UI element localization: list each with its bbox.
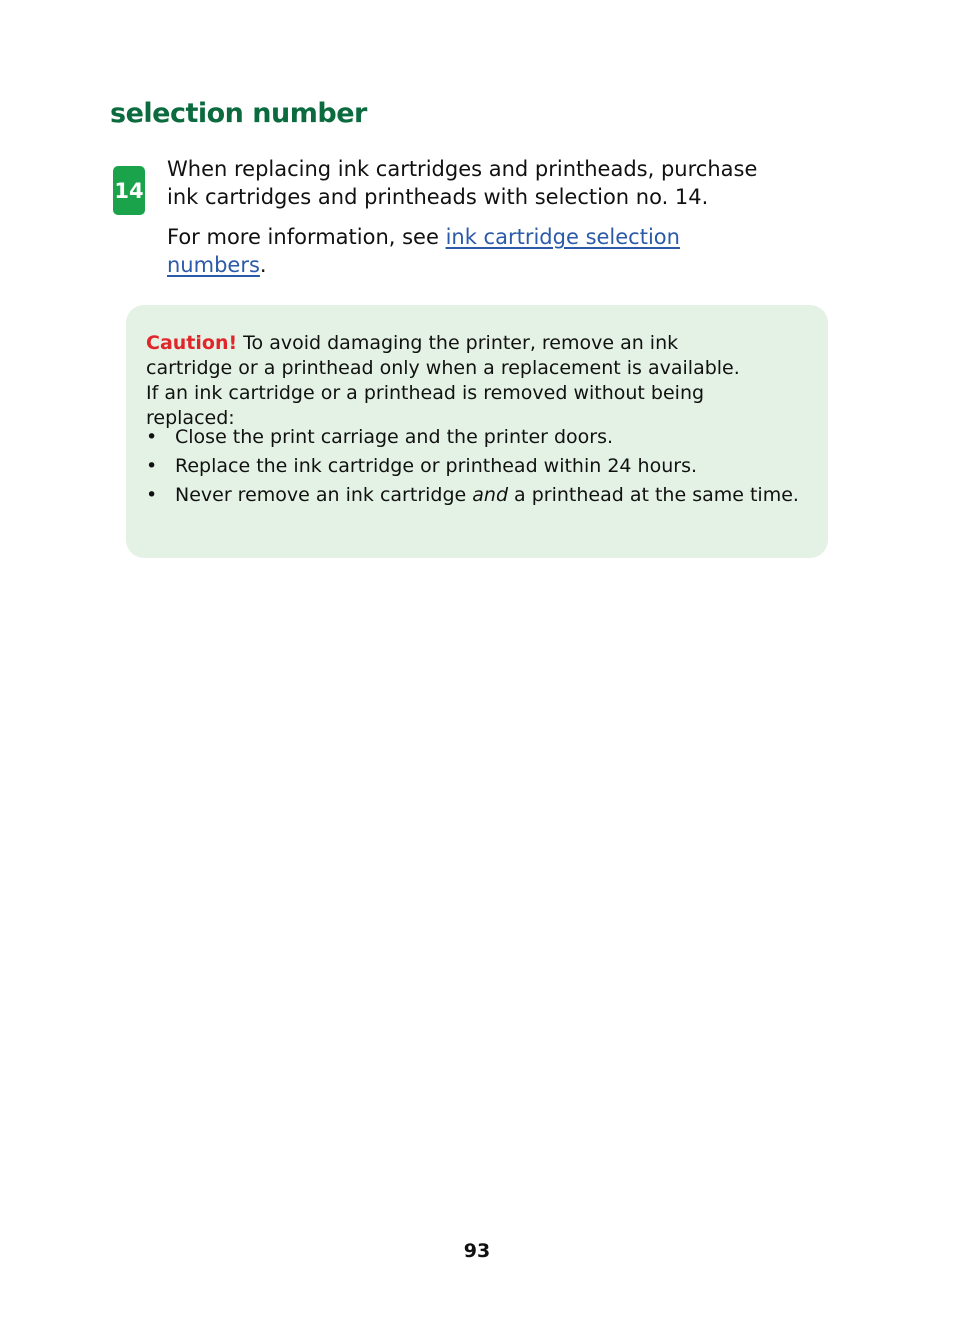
caution-box <box>126 305 828 558</box>
list-item-emphasis: and <box>472 484 509 506</box>
page-number: 93 <box>463 1240 491 1262</box>
bullet-icon: • <box>146 484 158 506</box>
section-heading: selection number <box>110 98 367 129</box>
bullet-icon: • <box>146 426 158 448</box>
caution-label: Caution! <box>146 332 238 354</box>
list-item <box>146 423 799 452</box>
more-info-paragraph <box>167 223 777 279</box>
list-item <box>146 452 799 481</box>
selection-numbers-link[interactable]: ink cartridge selection numbers <box>167 225 680 277</box>
more-info-prefix: For more information, see <box>167 225 446 249</box>
list-item-text: Never remove an ink cartridge <box>175 484 473 506</box>
list-item-text: Close the print carriage and the printer doors. <box>175 426 614 448</box>
list-item-text: Replace the ink cartridge or printhead within 24 hours. <box>175 455 698 477</box>
replacement-instruction: When replacing ink cartridges and printheads, purchase ink cartridges and printheads with selection no. 14. <box>167 157 758 209</box>
bullet-icon: • <box>146 455 158 477</box>
caution-list <box>146 423 799 510</box>
more-info-suffix: . <box>259 253 267 277</box>
badge-number: 14 <box>114 178 144 203</box>
caution-paragraph <box>146 331 756 431</box>
caution-text: To avoid damaging the printer, remove an ink cartridge or a printhead only when a replacement is available. If an ink cartridge or a printhead is removed without being replaced: <box>146 332 740 429</box>
list-item-text-end: a printhead at the same time. <box>508 484 799 506</box>
selection-number-badge <box>113 166 145 215</box>
list-item <box>146 481 799 510</box>
